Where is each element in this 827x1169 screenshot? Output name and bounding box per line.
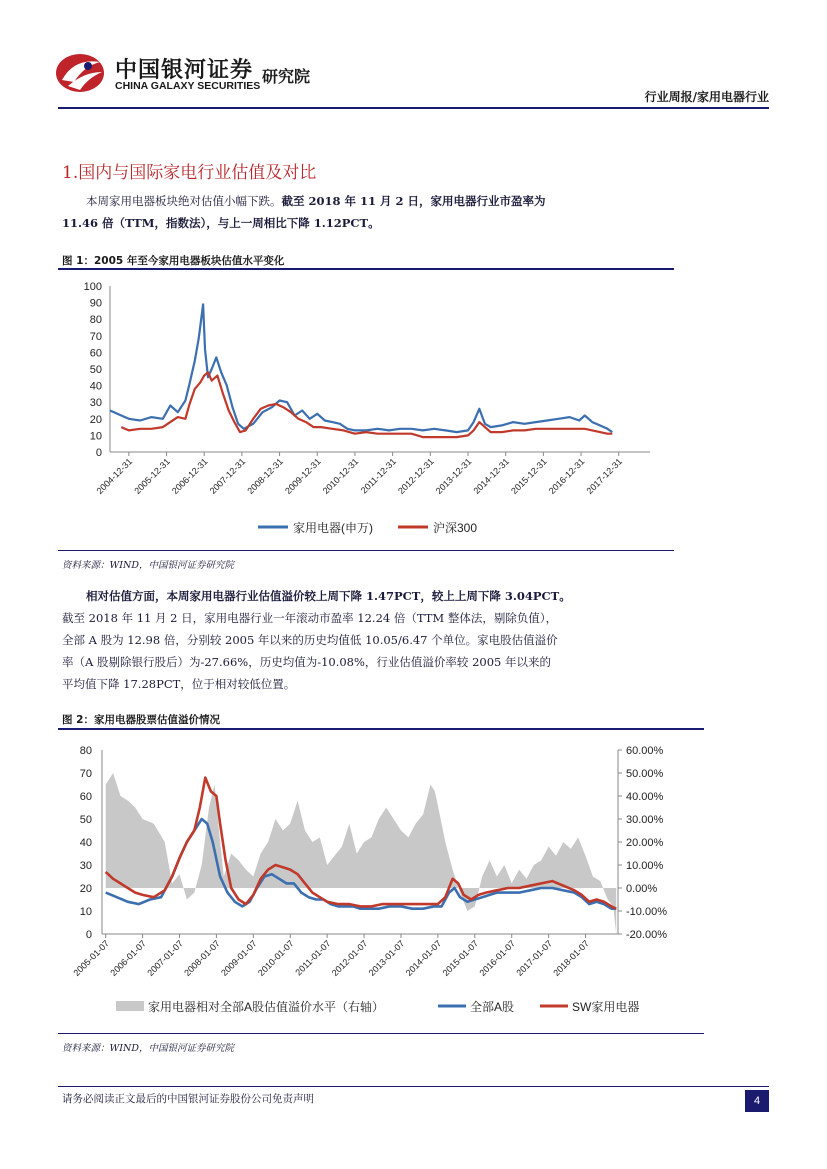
report-type: 行业周报/家用电器行业 [644, 90, 769, 104]
p2-bold: 相对估值方面，本周家用电器行业估值溢价较上周下降 1.47PCT，较上上周下降 3.04PCT。 [86, 589, 571, 603]
x-tick-label: 2015-01-07 [440, 938, 481, 978]
y2-tick-label: 30.00% [626, 814, 664, 826]
page-number: 4 [745, 1090, 769, 1112]
y2-tick-label: 60.00% [626, 745, 664, 757]
series-line-2 [121, 372, 612, 437]
legend-label-1: 家用电器(申万) [293, 521, 373, 535]
y-tick-label: 20 [89, 413, 102, 426]
paragraph-1 [62, 190, 662, 234]
x-tick-label: 2007-12-31 [207, 456, 248, 496]
chart-2 [58, 732, 704, 1030]
y-tick-label: 60 [79, 791, 92, 803]
x-tick-label: 2013-01-07 [366, 938, 407, 978]
x-tick-label: 2008-01-07 [182, 938, 222, 978]
x-tick-label: 2007-01-07 [145, 938, 185, 978]
legend-swatch-area [116, 1001, 144, 1011]
legend-label-1: 全部A股 [470, 1000, 515, 1014]
paragraph-1-line-2 [62, 212, 662, 234]
x-tick-label: 2011-01-07 [293, 938, 333, 978]
p2-line-3: 率（A 股剔除银行股后）为-27.66%，历史均值为-10.08%，行业估值溢价率较 2005 年以来的 [62, 655, 552, 669]
x-tick-label: 2013-12-31 [433, 456, 474, 496]
company-name-cn: 中国银河证券 [115, 58, 254, 83]
x-tick-label: 2014-12-31 [471, 456, 512, 496]
y-tick-label: 70 [89, 330, 102, 343]
x-tick-label: 2009-01-07 [219, 938, 259, 978]
y-tick-label: 10 [89, 430, 102, 443]
x-tick-label: 2011-12-31 [358, 456, 399, 496]
p1-bold-a: 截至 2018 年 11 月 2 日，家用电器行业市盈率为 [281, 194, 546, 208]
paragraph-1-line-1 [62, 190, 662, 212]
header-rule [58, 107, 769, 109]
company-name-en: CHINA GALAXY SECURITIES [115, 80, 261, 92]
x-tick-label: 2006-12-31 [169, 456, 210, 496]
series-line-1 [110, 304, 612, 432]
y-tick-label: 80 [89, 314, 102, 327]
x-tick-label: 2010-01-07 [256, 938, 296, 978]
legend-label-area: 家用电器相对全部A股估值溢价水平（右轴） [148, 1000, 385, 1014]
y-tick-label: 40 [89, 380, 102, 393]
y2-tick-label: 20.00% [626, 837, 664, 849]
x-tick-label: 2010-12-31 [320, 456, 361, 496]
x-tick-label: 2016-12-31 [546, 456, 587, 496]
y-tick-label: 0 [85, 929, 92, 941]
figure-1-bottom-rule [58, 550, 674, 551]
x-tick-label: 2016-01-07 [477, 938, 518, 978]
y-tick-label: 80 [79, 745, 92, 757]
y-tick-label: 50 [79, 814, 92, 826]
x-tick-label: 2014-01-07 [403, 938, 444, 978]
legend-label-2: SW家用电器 [572, 1000, 640, 1014]
y2-tick-label: 0.00% [626, 883, 658, 895]
p2-line-4: 平均值下降 17.28PCT，位于相对较低位置。 [62, 677, 296, 691]
institute-label: 研究院 [262, 67, 311, 86]
p2-line-1: 截至 2018 年 11 月 2 日，家用电器行业一年滚动市盈率 12.24 倍（TTM 整体法，剔除负值）， [62, 611, 558, 625]
legend-label-2: 沪深300 [433, 521, 478, 535]
paragraph-2-line-bold [62, 585, 662, 607]
footer-disclaimer: 请务必阅读正文最后的中国银河证券股份公司免责声明 [62, 1093, 314, 1105]
y-tick-label: 100 [83, 281, 102, 293]
y-tick-label: 30 [79, 860, 92, 872]
x-tick-label: 2008-12-31 [245, 456, 285, 496]
header [0, 0, 827, 110]
y2-tick-label: -20.00% [626, 929, 667, 941]
figure-1-source: 资料来源：WIND，中国银河证券研究院 [62, 560, 234, 571]
figure-1-top-rule [58, 268, 674, 270]
figure-2-title: 图 2：家用电器股票估值溢价情况 [62, 714, 220, 726]
x-tick-label: 2017-12-31 [584, 456, 625, 496]
x-tick-label: 2018-01-07 [551, 938, 591, 978]
x-tick-label: 2009-12-31 [283, 456, 323, 496]
x-tick-label: 2012-12-31 [396, 456, 436, 496]
section-title: 1.国内与国际家电行业估值及对比 [62, 163, 317, 183]
paragraph-2 [62, 585, 662, 695]
figure-2-top-rule [58, 728, 704, 730]
y-tick-label: 10 [79, 906, 92, 918]
x-tick-label: 2012-01-07 [329, 938, 370, 978]
figure-1-title: 图 1：2005 年至今家用电器板块估值水平变化 [62, 255, 285, 267]
y-tick-label: 30 [89, 397, 102, 410]
y-tick-label: 70 [79, 768, 92, 780]
y2-tick-label: 40.00% [626, 791, 664, 803]
y-tick-label: 90 [89, 297, 102, 310]
chart-1 [58, 272, 674, 546]
figure-2-bottom-rule [58, 1033, 704, 1034]
y-tick-label: 50 [89, 364, 102, 376]
x-tick-label: 2017-01-07 [514, 938, 555, 978]
x-tick-label: 2006-01-07 [108, 938, 149, 978]
y-tick-label: 0 [95, 447, 102, 459]
footer-rule [58, 1086, 769, 1087]
galaxy-logo-icon [54, 50, 106, 96]
x-tick-label: 2005-01-07 [71, 938, 112, 978]
y2-tick-label: -10.00% [626, 906, 667, 918]
p2-line-2: 全部 A 股为 12.98 倍，分别较 2005 年以来的历史均值低 10.05/6.47 个单位。家电股估值溢价 [62, 633, 558, 647]
p1-normal: 本周家用电器板块绝对估值小幅下跌。 [86, 194, 282, 208]
y-tick-label: 20 [79, 883, 92, 895]
y2-tick-label: 10.00% [626, 860, 664, 872]
y-tick-label: 40 [79, 837, 92, 849]
y2-tick-label: 50.00% [626, 768, 664, 780]
x-tick-label: 2015-12-31 [509, 456, 549, 496]
x-tick-label: 2005-12-31 [132, 456, 172, 496]
p1-bold-b: 11.46 倍（TTM，指数法），与上一周相比下降 1.12PCT。 [62, 216, 380, 230]
figure-2-source: 资料来源：WIND，中国银河证券研究院 [62, 1043, 234, 1054]
y-tick-label: 60 [89, 347, 102, 360]
x-tick-label: 2004-12-31 [94, 456, 135, 496]
